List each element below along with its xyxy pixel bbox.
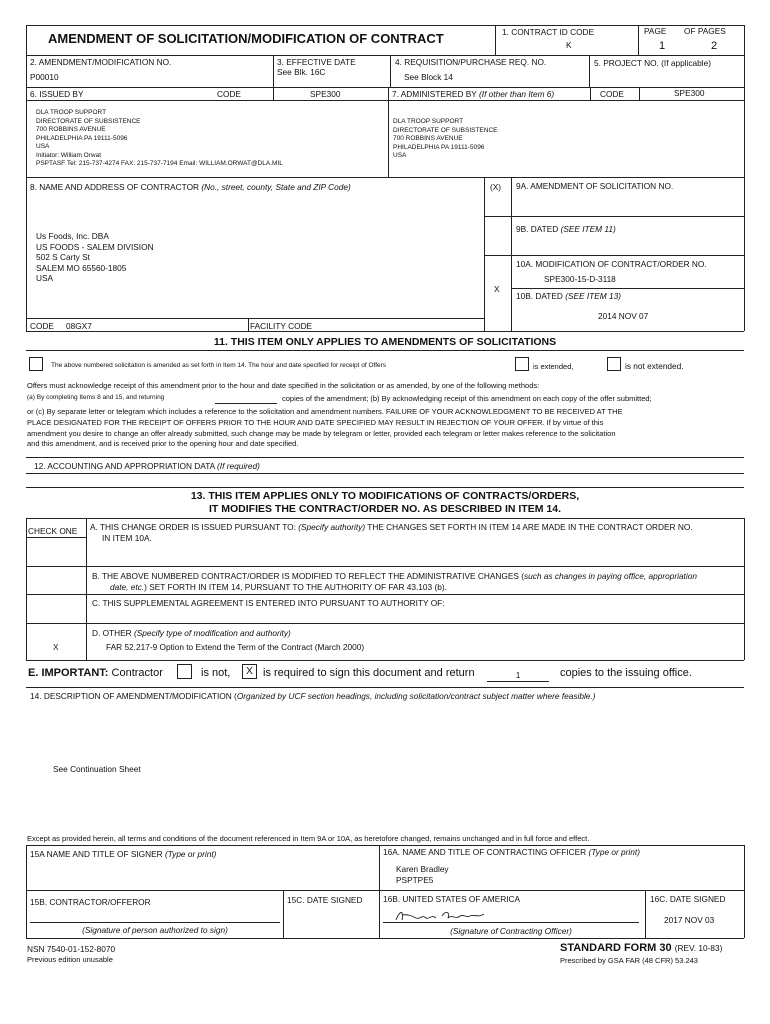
officer-name: Karen Bradley	[396, 864, 449, 874]
form-title: AMENDMENT OF SOLICITATION/MODIFICATION OF CONTRACT	[48, 31, 444, 46]
rule	[26, 25, 744, 26]
date-signed-16c-label: 16C. DATE SIGNED	[650, 894, 726, 904]
is-required-checkbox[interactable]: X	[242, 664, 257, 679]
admin-code-label: CODE	[600, 89, 624, 99]
item-13-heading-line1: 13. THIS ITEM APPLIES ONLY TO MODIFICATIONS OF CONTRACTS/ORDERS,	[190, 490, 580, 502]
rule	[26, 566, 744, 567]
dated-10b-value: 2014 NOV 07	[598, 311, 649, 321]
administered-by-address: DLA TROOP SUPPORT DIRECTORATE OF SUBSISTENCE 700 ROBBINS AVENUE PHILADELPHIA PA 19111-5096 USA	[393, 118, 498, 159]
rule	[511, 288, 744, 289]
copies-underline	[487, 681, 549, 682]
rule	[638, 25, 639, 55]
rule	[511, 177, 512, 331]
x-column-label: (X)	[490, 182, 502, 192]
accounting-data-label: 12. ACCOUNTING AND APPROPRIATION DATA (If required)	[34, 461, 260, 471]
rule	[26, 87, 744, 88]
item-13b-line1: B. THE ABOVE NUMBERED CONTRACT/ORDER IS MODIFIED TO REFLECT THE ADMINISTRATIVE CHANGES (such as changes in paying office, appropriation	[92, 571, 697, 581]
officer-title: PSPTPE5	[396, 875, 434, 885]
page-number: 1	[659, 40, 666, 52]
item-13c-line: C. THIS SUPPLEMENTAL AGREEMENT IS ENTERED INTO PURSUANT TO AUTHORITY OF:	[92, 598, 445, 608]
rule	[26, 487, 744, 488]
of-pages-label: OF PAGES	[684, 26, 726, 36]
contractor-code-value: 08GX7	[66, 321, 92, 331]
standard-form-label: STANDARD FORM 30 (REV. 10-83)	[560, 942, 723, 954]
admin-code-value: SPE300	[674, 88, 705, 98]
contractor-label: 8. NAME AND ADDRESS OF CONTRACTOR (No., street, county, State and ZIP Code)	[30, 182, 351, 192]
rule	[26, 518, 744, 519]
solicitation-amended-checkbox[interactable]	[29, 357, 43, 371]
requisition-value: See Block 14	[404, 72, 453, 82]
dated-9b-label: 9B. DATED (SEE ITEM 11)	[516, 224, 616, 234]
copies-blank[interactable]	[215, 403, 277, 404]
amendment-no-label: 2. AMENDMENT/MODIFICATION NO.	[30, 57, 172, 67]
rule	[26, 660, 744, 661]
contractor-offeror-label: 15B. CONTRACTOR/OFFEROR	[30, 897, 151, 907]
terms-statement: Except as provided herein, all terms and conditions of the document referenced in Item 9A or 10A, as heretofore changed, remains unchanged and in full force and effect.	[27, 834, 590, 843]
rule	[26, 473, 744, 474]
item-13-heading-line2: IT MODIFIES THE CONTRACT/ORDER NO. AS DESCRIBED IN ITEM 14.	[209, 503, 561, 515]
signature-caption-officer: (Signature of Contracting Officer)	[450, 926, 572, 936]
rule	[744, 25, 745, 331]
rule	[26, 457, 744, 458]
rule	[26, 687, 744, 688]
project-no-label: 5. PROJECT NO. (If applicable)	[594, 58, 711, 68]
item-13d-line1: D. OTHER (Specify type of modification and authority)	[92, 628, 291, 638]
item-11-line6: amendment you desire to change an offer already submitted, such change may be made by telegram or letter, provided each telegram or letter makes reference to the solicitation	[27, 429, 616, 438]
effective-date-value: See Blk. 16C	[277, 67, 326, 77]
date-signed-16c-value: 2017 NOV 03	[664, 915, 715, 925]
description-body: See Continuation Sheet	[53, 764, 141, 774]
item-11-line1: The above numbered solicitation is amended as set forth in Item 14. The hour and date specified for receipt of Offers	[51, 362, 387, 369]
item-13a-line2: IN ITEM 10A.	[102, 533, 152, 543]
item-11-line3b: copies of the amendment; (b) By acknowledging receipt of this amendment on each copy of the offer submitted;	[282, 394, 652, 403]
contractor-address: Us Foods, Inc. DBA US FOODS - SALEM DIVISION 502 S Carty St SALEM MO 65560-1805 USA	[36, 231, 154, 284]
copies-value[interactable]: 1	[515, 670, 521, 680]
signature-caption-person: (Signature of person authorized to sign)	[82, 925, 228, 935]
rule	[390, 55, 391, 87]
important-line: E. IMPORTANT: Contractor	[28, 667, 163, 679]
rule	[283, 890, 284, 938]
description-label: 14. DESCRIPTION OF AMENDMENT/MODIFICATION (Organized by UCF section headings, including solicitation/contract subject matter where feasible.)	[30, 691, 596, 701]
rule	[484, 216, 744, 217]
rule	[26, 537, 86, 538]
is-extended-label: is extended,	[533, 362, 574, 371]
rule	[26, 55, 744, 56]
dated-10b-label: 10B. DATED (SEE ITEM 13)	[516, 291, 621, 301]
is-not-extended-label: is not extended.	[625, 361, 684, 371]
rule	[589, 55, 590, 87]
rule	[26, 890, 744, 891]
modification-contract-value: SPE300-15-D-3118	[544, 274, 616, 284]
item-13b-line2: date, etc.) SET FORTH IN ITEM 14, PURSUANT TO THE AUTHORITY OF FAR 43.103 (b).	[110, 582, 447, 592]
item-13d-check-mark: X	[53, 642, 59, 652]
contractor-signature-line[interactable]	[30, 922, 280, 923]
item-11-line4: or (c) By separate letter or telegram which includes a reference to the solicitation and amendment numbers. FAILURE OF YOUR ACKNOWLEDGMENT TO BE RECEIVED AT THE	[27, 407, 623, 416]
item-13d-line2: FAR 52.217-9 Option to Extend the Term of the Contract (March 2000)	[106, 642, 365, 652]
contractor-code-label: CODE	[30, 321, 54, 331]
item-11-heading: 11. THIS ITEM ONLY APPLIES TO AMENDMENTS OF SOLICITATIONS	[213, 336, 557, 348]
officer-signature	[392, 906, 492, 926]
amendment-solicitation-label: 9A. AMENDMENT OF SOLICITATION NO.	[516, 181, 674, 191]
rule	[26, 100, 744, 101]
administered-by-label: 7. ADMINISTERED BY (If other than Item 6)	[392, 89, 555, 99]
issued-by-address: DLA TROOP SUPPORT DIRECTORATE OF SUBSISTENCE 700 ROBBINS AVENUE PHILADELPHIA PA 19111-5096 USA Initiator: William Orwat PSPTASF Tel: 215-737-4274 FAX: 215-737-7194 Email: WILLIAM.ORWAT@DLA.MIL	[36, 109, 283, 167]
is-extended-checkbox[interactable]	[515, 357, 529, 371]
is-not-checkbox[interactable]	[177, 664, 192, 679]
is-required-label: is required to sign this document and return	[263, 667, 475, 679]
rule	[273, 55, 274, 87]
rule	[26, 318, 484, 319]
facility-code-label: FACILITY CODE	[250, 321, 313, 331]
prescribed-by: Prescribed by GSA FAR (48 CFR) 53.243	[560, 956, 698, 965]
rule	[26, 594, 744, 595]
rule	[26, 25, 27, 331]
rule	[26, 350, 744, 351]
rule	[86, 518, 87, 660]
rule	[744, 518, 745, 660]
rule	[26, 938, 744, 939]
contract-id-value: K	[566, 40, 572, 50]
officer-label: 16A. NAME AND TITLE OF CONTRACTING OFFICER (Type or print)	[383, 847, 640, 857]
item-11-line2: Offers must acknowledge receipt of this amendment prior to the hour and date specified in the solicitation or as amended, by one of the following methods:	[27, 381, 540, 390]
item-11-line3a: (a) By completing Items 8 and 15, and returning	[27, 394, 165, 401]
issued-code-label: CODE	[217, 89, 241, 99]
modification-contract-label: 10A. MODIFICATION OF CONTRACT/ORDER NO.	[516, 259, 707, 269]
page-label: PAGE	[644, 26, 667, 36]
rule	[590, 87, 591, 100]
rule	[26, 177, 744, 178]
amendment-no-value: P00010	[30, 72, 59, 82]
date-signed-15c-label: 15C. DATE SIGNED	[287, 895, 363, 905]
issued-by-label: 6. ISSUED BY	[30, 89, 84, 99]
total-pages: 2	[711, 40, 718, 52]
rule	[26, 331, 744, 332]
rule	[639, 87, 640, 100]
x-mark-10a: X	[494, 284, 500, 294]
item-13a-line1: A. THIS CHANGE ORDER IS ISSUED PURSUANT TO: (Specify authority) THE CHANGES SET FORTH IN ITEM 14 ARE MADE IN THE CONTRACT ORDER NO.	[90, 522, 693, 532]
requisition-label: 4. REQUISITION/PURCHASE REQ. NO.	[395, 57, 547, 67]
effective-date-label: 3. EFFECTIVE DATE	[277, 57, 356, 67]
issued-code-value: SPE300	[310, 89, 341, 99]
is-not-label: is not,	[201, 667, 231, 679]
rule	[484, 177, 485, 331]
contract-id-label: 1. CONTRACT ID CODE	[502, 27, 595, 37]
rule	[273, 87, 274, 100]
is-not-extended-checkbox[interactable]	[607, 357, 621, 371]
item-11-line7: and this amendment, and is received prior to the opening hour and date specified.	[27, 439, 299, 448]
rule	[645, 890, 646, 938]
previous-edition: Previous edition unusable	[27, 955, 113, 964]
rule	[495, 25, 496, 55]
nsn-number: NSN 7540-01-152-8070	[27, 944, 116, 954]
rule	[26, 845, 27, 938]
rule	[26, 518, 27, 660]
rule	[26, 845, 744, 846]
check-one-label: CHECK ONE	[28, 526, 78, 536]
rule	[744, 845, 745, 938]
item-11-line5: PLACE DESIGNATED FOR THE RECEIPT OF OFFERS PRIOR TO THE HOUR AND DATE SPECIFIED MAY RESULT IN REJECTION OF YOUR OFFER. If by virtue of this	[27, 418, 604, 427]
rule	[26, 623, 744, 624]
rule	[484, 255, 744, 256]
rule	[248, 318, 249, 331]
usa-label: 16B. UNITED STATES OF AMERICA	[383, 894, 521, 904]
copies-text: copies to the issuing office.	[560, 667, 692, 679]
rule	[379, 845, 380, 938]
signer-label: 15A NAME AND TITLE OF SIGNER (Type or print)	[30, 849, 217, 859]
